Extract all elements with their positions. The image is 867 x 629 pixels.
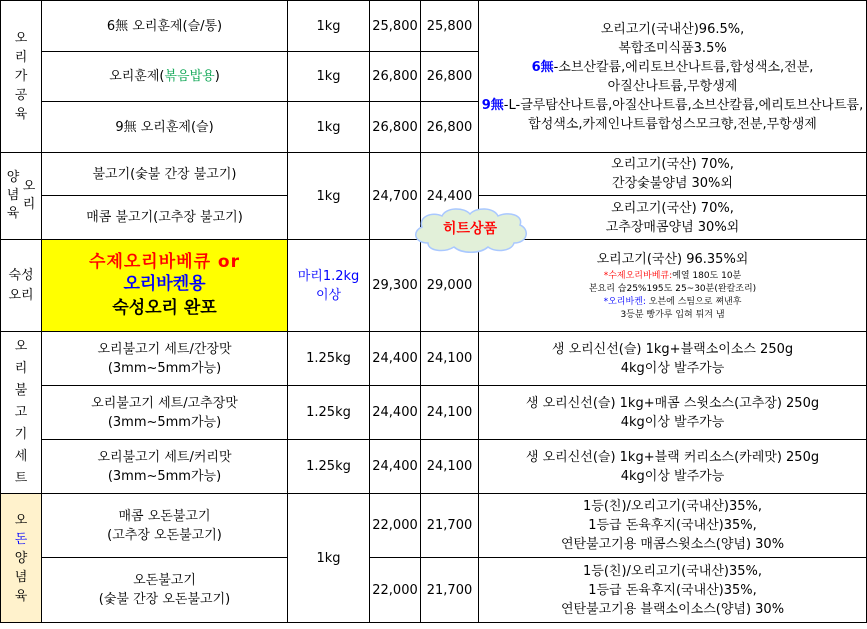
product-name: 매콤 오돈불고기 (고추장 오돈불고기) [42,494,288,558]
product-price-1: 22,000 [370,558,421,623]
product-weight: 마리1.2kg 이상 [288,240,370,332]
product-description: 1등(친)/오리고기(국내산)35%, 1등급 돈육후지(국내산)35%, 연탄불고기용 매콤스윗소스(양념) 30% [479,494,867,558]
product-name: 오리불고기 세트/간장맛 (3mm~5mm가능) [42,332,288,386]
product-description: 생 오리신선(슬) 1kg+블랙소이소스 250g 4kg이상 발주가능 [479,332,867,386]
product-price-2: 26,800 [421,52,479,102]
product-name-promo: 수제오리바베큐 or 오리바켄용 숙성오리 완포 [42,240,288,332]
category-seasoned-duck: 양념육 오리 [1,153,42,240]
product-name: 9無 오리훈제(슬) [42,102,288,153]
product-price-2: 29,000 [421,240,479,332]
product-price-1: 24,400 [370,386,421,440]
product-price-2: 21,700 [421,494,479,558]
product-weight: 1.25kg [288,440,370,494]
product-name: 매콤 불고기(고추장 불고기) [42,196,288,240]
product-price-1: 24,700 [370,153,421,240]
product-weight: 1.25kg [288,332,370,386]
product-price-2: 24,100 [421,386,479,440]
product-price-2: 26,800 [421,102,479,153]
product-name: 6無 오리훈제(슬/통) [42,1,288,52]
product-weight: 1kg [288,1,370,52]
product-price-1: 25,800 [370,1,421,52]
product-price-1: 22,000 [370,494,421,558]
product-description: 오리고기(국산) 70%, 고추장매콤양념 30%외 [479,196,867,240]
product-price-1: 29,300 [370,240,421,332]
product-description: 오리고기(국산) 70%, 간장숯불양념 30%외 [479,153,867,196]
product-price-2: 24,100 [421,332,479,386]
product-weight: 1kg [288,52,370,102]
category-odon: 오 돈 양념육 [1,494,42,623]
product-price-2: 24,400 [421,153,479,240]
product-name: 오돈불고기 (숯불 간장 오돈불고기) [42,558,288,623]
product-description: 생 오리신선(슬) 1kg+블랙 커리소스(카레맛) 250g 4kg이상 발주가능 [479,440,867,494]
category-aged-duck: 숙성오리 [1,240,42,332]
product-weight: 1kg [288,494,370,623]
product-name: 오리불고기 세트/고추장맛 (3mm~5mm가능) [42,386,288,440]
product-price-1: 26,800 [370,102,421,153]
product-description: 1등(친)/오리고기(국내산)35%, 1등급 돈육후지(국내산)35%, 연탄불고기용 블랙소이소스(양념) 30% [479,558,867,623]
product-weight: 1kg [288,102,370,153]
product-description: 오리고기(국산) 96.35%외 *수제오리바베큐:예열 180도 10분 본요리 습25%195도 25~30분(완칼조리) *오리바켄: 오븐에 스팀으로 쪄낸후 3등분 빵가루 입혀 튀겨 냄 [479,240,867,332]
product-name: 불고기(숯불 간장 불고기) [42,153,288,196]
category-duck-bulgogi-set: 오리불고기세트 [1,332,42,494]
hit-product-label: 히트상품 [442,221,498,237]
product-description: 오리고기(국내산)96.5%, 복합조미식품3.5% 6無-소브산칼륨,에리토브산나트륨,합성색소,전분, 아질산나트륨,무항생제 9無-L-글루탐산나트륨,아질산나트륨,소브산칼륨,에리토브산나트륨,합성색소,카제인나트륨합성스모크향,전분,무항생제 [479,1,867,153]
product-price-1: 26,800 [370,52,421,102]
product-price-1: 24,400 [370,440,421,494]
product-weight: 1kg [288,153,370,240]
product-price-2: 25,800 [421,1,479,52]
product-price-2: 21,700 [421,558,479,623]
product-weight: 1.25kg [288,386,370,440]
product-description: 생 오리신선(슬) 1kg+매콤 스윗소스(고추장) 250g 4kg이상 발주가능 [479,386,867,440]
product-name: 오리불고기 세트/커리맛 (3mm~5mm가능) [42,440,288,494]
product-price-2: 24,100 [421,440,479,494]
hit-product-callout [408,205,532,255]
category-duck-processed: 오리가공육 [1,1,42,153]
product-price-1: 24,400 [370,332,421,386]
product-name: 오리훈제(볶음밥용) [42,52,288,102]
